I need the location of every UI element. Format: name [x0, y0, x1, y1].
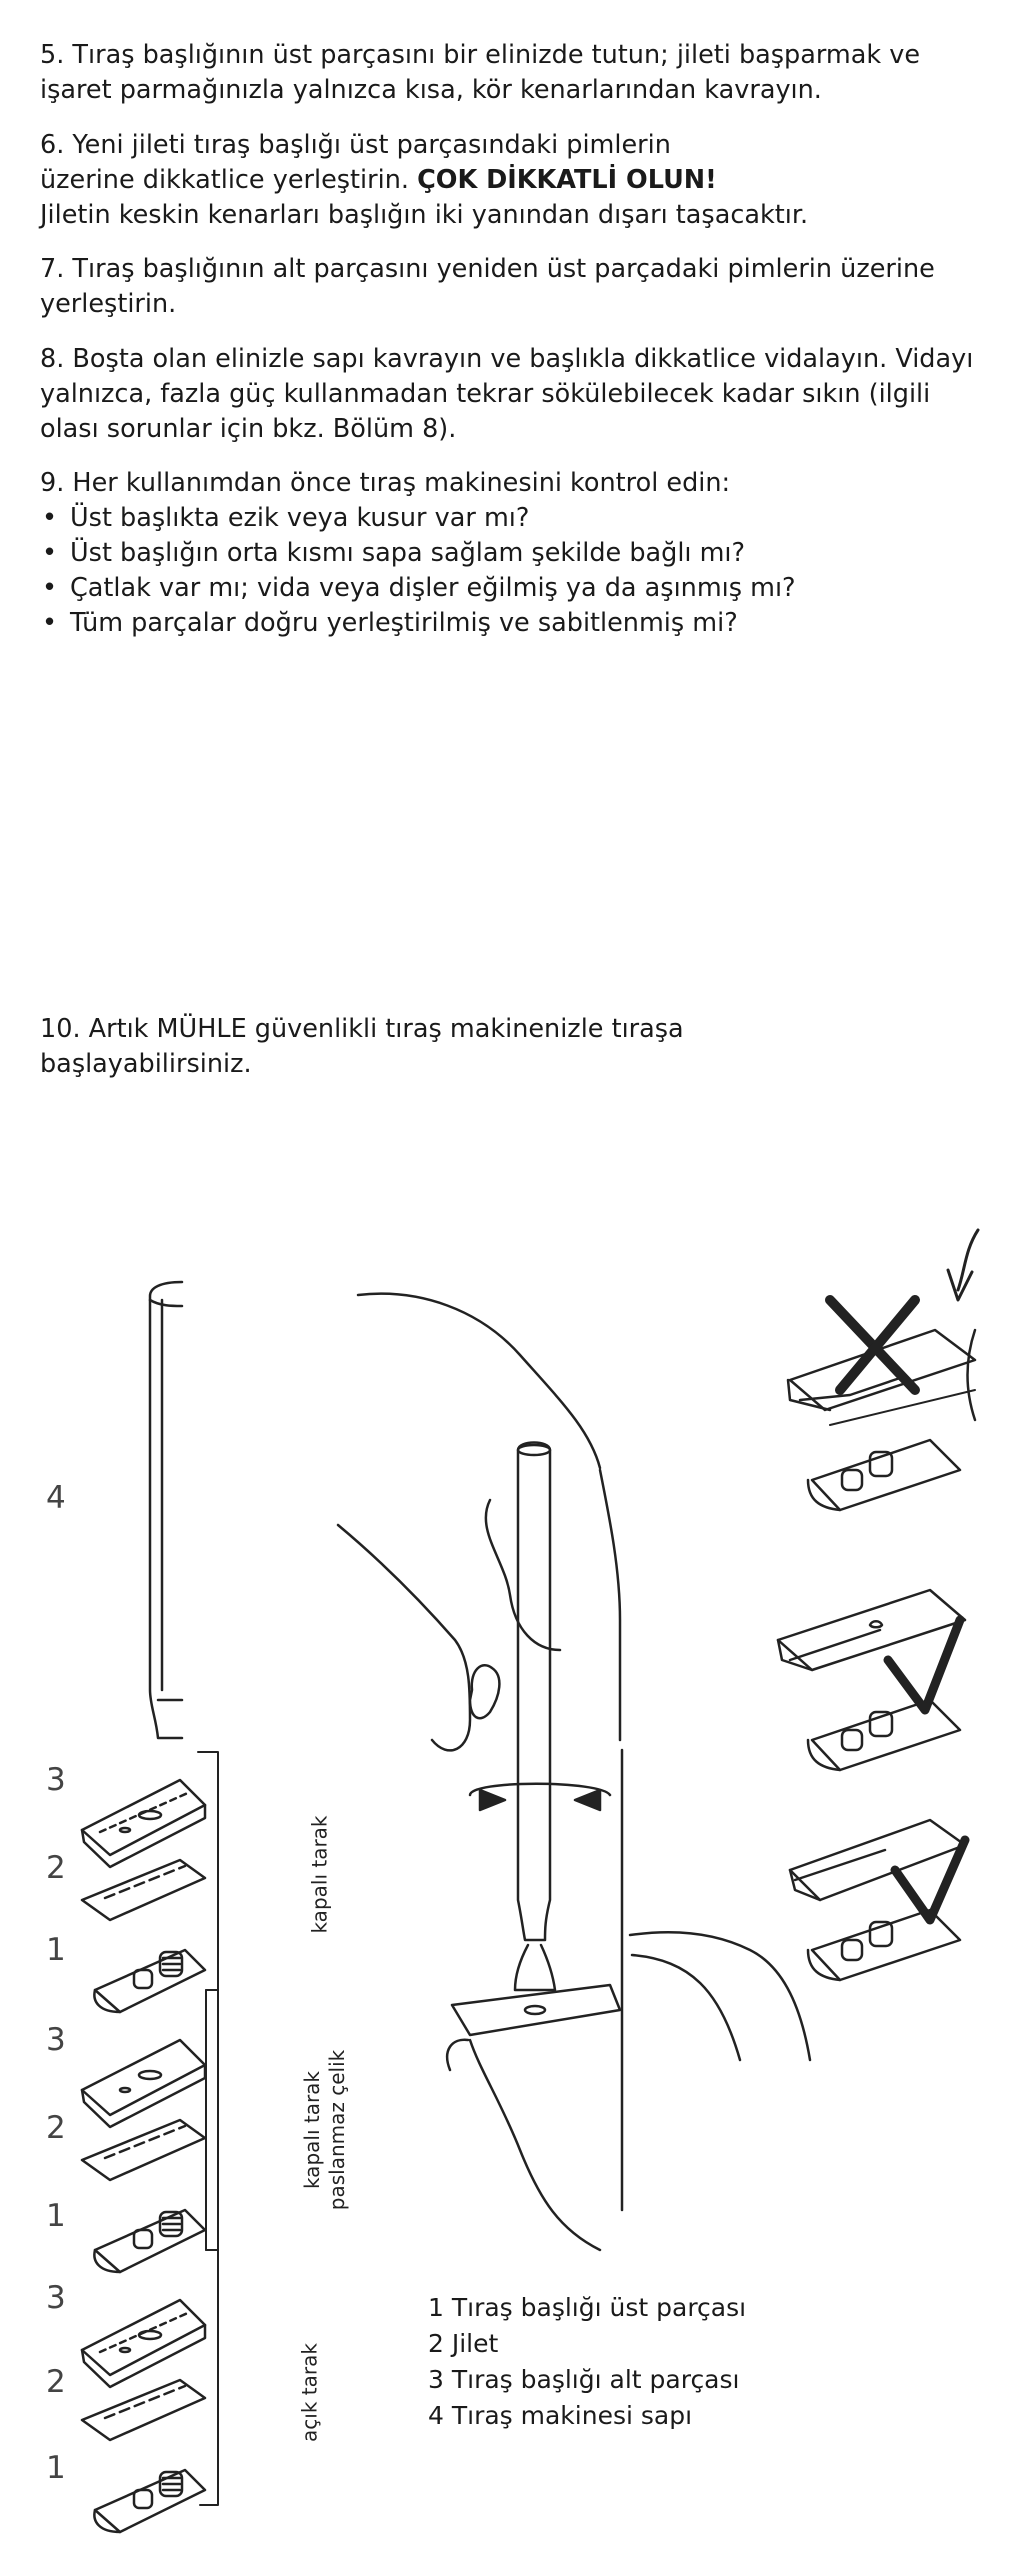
checklist-item: • Çatlak var mı; vida veya dişler eğilmiş ya da aşınmış mı?	[40, 571, 980, 606]
step-8-text: 8. Boşta olan elinizle sapı kavrayın ve başlıkla dikkatlice vidalayın. Vidayı yalnızca, fazla güç kullanmadan tekrar sökülebilecek kadar sıkın (ilgili olası sorunlar için bkz. Bölüm 8).	[40, 344, 974, 444]
group-label-closed-comb-stainless	[300, 2030, 350, 2230]
warning-text: ÇOK DİKKATLİ OLUN!	[417, 165, 717, 195]
part-number-1: 1	[46, 1932, 66, 1968]
head-part-groups	[82, 1780, 205, 2532]
part-number-2: 2	[46, 2364, 66, 2400]
group-label-line: kapalı tarak	[300, 2070, 324, 2190]
step-6-line-3: Jiletin keskin kenarları başlığın iki yanından dışarı taşacaktır.	[40, 200, 809, 230]
blade-drawing	[82, 1860, 205, 1920]
group-label-line: paslanmaz çelik	[325, 2049, 349, 2211]
base-plate-drawing	[95, 2210, 205, 2272]
head-cap-hole	[139, 2071, 161, 2079]
legend-item: 4 Tıraş makinesi sapı	[428, 2401, 693, 2430]
blade-drawing	[82, 2380, 205, 2440]
step-7-text: 7. Tıraş başlığının alt parçasını yeniden üst parçadaki pimlerin üzerine yerleştirin.	[40, 254, 935, 319]
step-9-text: 9. Her kullanımdan önce tıraş makinesini kontrol edin:	[40, 468, 731, 498]
parts-legend	[428, 2290, 746, 2434]
group-label-closed-comb: kapalı tarak	[307, 1815, 332, 1934]
part-number-2: 2	[46, 2110, 66, 2146]
correct-incorrect-assembly-drawings	[778, 1230, 978, 1980]
base-plate-drawing	[95, 1950, 205, 2012]
razor-handle-drawing	[150, 1282, 182, 1738]
head-cap-hole	[120, 2348, 130, 2352]
step-6-line-1: 6. Yeni jileti tıraş başlığı üst parçasındaki pimlerin	[40, 130, 671, 160]
step-10-text: 10. Artık MÜHLE güvenlikli tıraş makinenizle tıraşa başlayabilirsiniz.	[40, 1014, 684, 1079]
head-cap-hole	[120, 1828, 130, 1832]
legend-item: 3 Tıraş başlığı alt parçası	[428, 2365, 740, 2394]
part-number-handle: 4	[46, 1480, 66, 1516]
part-number-2: 2	[46, 1850, 66, 1886]
part-number-3: 3	[46, 1762, 66, 1798]
step-5-text: 5. Tıraş başlığının üst parçasını bir elinizde tutun; jileti başparmak ve işaret parmağınızla yalnızca kısa, kör kenarlarından kavrayın.	[40, 40, 921, 105]
hand-assembly-drawing	[338, 1294, 810, 2250]
blade-drawing	[82, 2120, 205, 2180]
head-cap-hole	[120, 2088, 130, 2092]
checklist-item: • Üst başlığın orta kısmı sapa sağlam şekilde bağlı mı?	[40, 536, 980, 571]
legend-item: 1 Tıraş başlığı üst parçası	[428, 2293, 747, 2322]
step-6-line-2-text: üzerine dikkatlice yerleştirin.	[40, 165, 418, 195]
base-plate-drawing	[95, 2470, 205, 2532]
part-number-1: 1	[46, 2198, 66, 2234]
part-number-3: 3	[46, 2022, 66, 2058]
checklist-item: • Tüm parçalar doğru yerleştirilmiş ve sabitlenmiş mi?	[40, 606, 980, 641]
part-number-3: 3	[46, 2280, 66, 2316]
group-label-open-comb: açık tarak	[297, 2343, 322, 2442]
legend-item: 2 Jilet	[428, 2329, 499, 2358]
part-number-1: 1	[46, 2450, 66, 2486]
checklist-item: • Üst başlıkta ezik veya kusur var mı?	[40, 501, 980, 536]
group-brackets	[198, 1752, 218, 2505]
